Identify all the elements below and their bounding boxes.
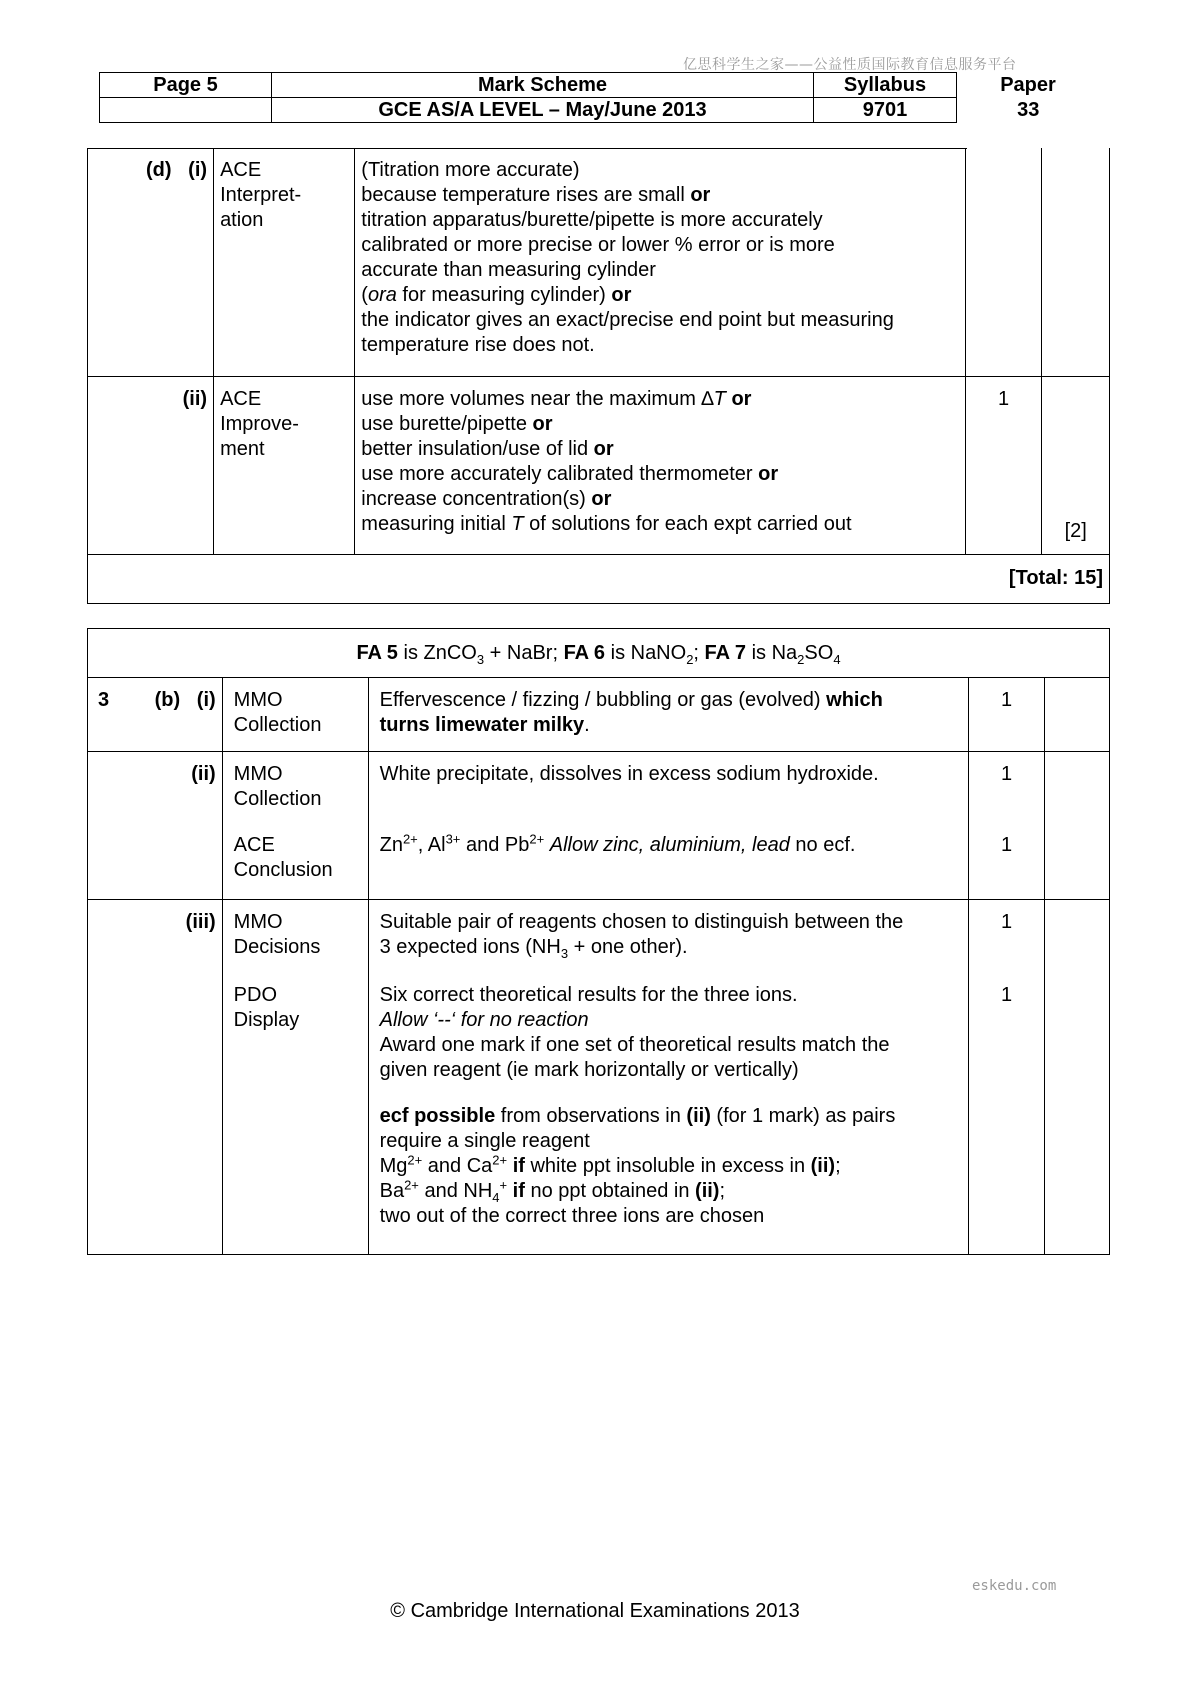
fa-header-row [88, 629, 1110, 678]
total-row [88, 554, 1110, 603]
answer-cell: White precipitate, dissolves in excess sodium hydroxide. $Zn^{2+}$, $Al^{3+}$ and $Pb^{2+}$ Allow zinc, aluminium, lead no ecf. [368, 752, 969, 900]
answer-cell: (Titration more accurate) because temperature rises are small or titration apparatus/burette/pipette is more accurately calibrated or more precise or lower % error or is more accurate than measuring cylinder (ora for measuring cylinder) or the indicator gives an exact/precise end point but measuring temperature rise does not. [355, 148, 965, 376]
skill-cell: MMO Collection ACE Conclusion [222, 752, 368, 900]
paper-number: 33 [1017, 99, 1040, 121]
header-table [99, 72, 1100, 123]
skill-cell: ACE Improve- ment [214, 376, 355, 554]
answer-cell: Suitable pair of reagents chosen to distinguish between the 3 expected ions ($NH_3$ + one other). Six correct theoretical results for the three ions. Allow ‘--‘ for no reaction Award one mark if one set of theoretical results match the given reagent (ie mark horizontally or vertically) ecf possible from observations in (ii) (for 1 mark) as pairs require a single reagent $Mg^{2+}$ and $Ca^{2+}$ if white ppt insoluble in excess in (ii); $Ba^{2+}$ and $NH_4^+$ if no ppt obtained in (ii); two out of the correct three ions are chosen [368, 900, 969, 1255]
table-row: 3 (b) (i) MMO Collection Effervescence / fizzing / bubbling or gas (evolved) which turns limewater milky. 1 [88, 678, 1110, 752]
copyright-footer: © Cambridge International Examinations 2013 [390, 1600, 800, 1622]
watermark-top: 亿思科学生之家——公益性质国际教育信息服务平台 [683, 57, 1017, 73]
exam-title: GCE AS/A LEVEL – May/June 2013 [272, 98, 814, 123]
question-label: (d) [145, 159, 172, 181]
fa-description: FA 5 is ZnCO$_3$ + NaBr; FA 6 is NaNO$_2$; FA 7 is $Na_2SO_4$ [88, 629, 1110, 678]
subtotal-value: [2] [1042, 376, 1110, 554]
question-number: 3 [98, 689, 110, 711]
skill-cell: MMO Collection [222, 678, 368, 752]
syllabus-label: Syllabus [814, 73, 957, 98]
blank-cell [100, 98, 272, 123]
subquestion-label: (ii) [88, 376, 214, 554]
skill-cell: MMO Decisions PDO Display [222, 900, 368, 1255]
table-row [88, 900, 1110, 1255]
mark-table-2 [87, 628, 1110, 1255]
answer-cell: use more volumes near the maximum ∆T or use burette/pipette or better insulation/use of lid or use more accurately calibrated thermometer or increase concentration(s) or measuring initial T of solutions for each expt carried out [355, 376, 965, 554]
watermark-bottom: eskedu.com [972, 1578, 1057, 1594]
page-number: Page 5 [100, 73, 272, 98]
subquestion-label: (ii) [88, 752, 223, 900]
mark-value: 1 [969, 678, 1044, 752]
mark-cell: 1 1 [969, 900, 1044, 1255]
table-row [88, 376, 1110, 554]
doc-title: Mark Scheme [272, 73, 814, 98]
subquestion-label: (i) [188, 159, 208, 181]
syllabus-code: 9701 [814, 98, 957, 123]
mark-table-1 [87, 148, 1110, 604]
skill-cell: ACE Interpret- ation [214, 148, 355, 376]
paper-label: Paper [1000, 74, 1056, 96]
subquestion-label: (iii) [88, 900, 223, 1255]
mark-value: 1 [965, 376, 1042, 554]
mark-cell: 1 1 [969, 752, 1044, 900]
table-row [88, 752, 1110, 900]
table-row [88, 148, 1110, 376]
answer-cell: Effervescence / fizzing / bubbling or gas (evolved) which turns limewater milky. [368, 678, 969, 752]
total-value: [Total: 15] [88, 554, 1110, 603]
